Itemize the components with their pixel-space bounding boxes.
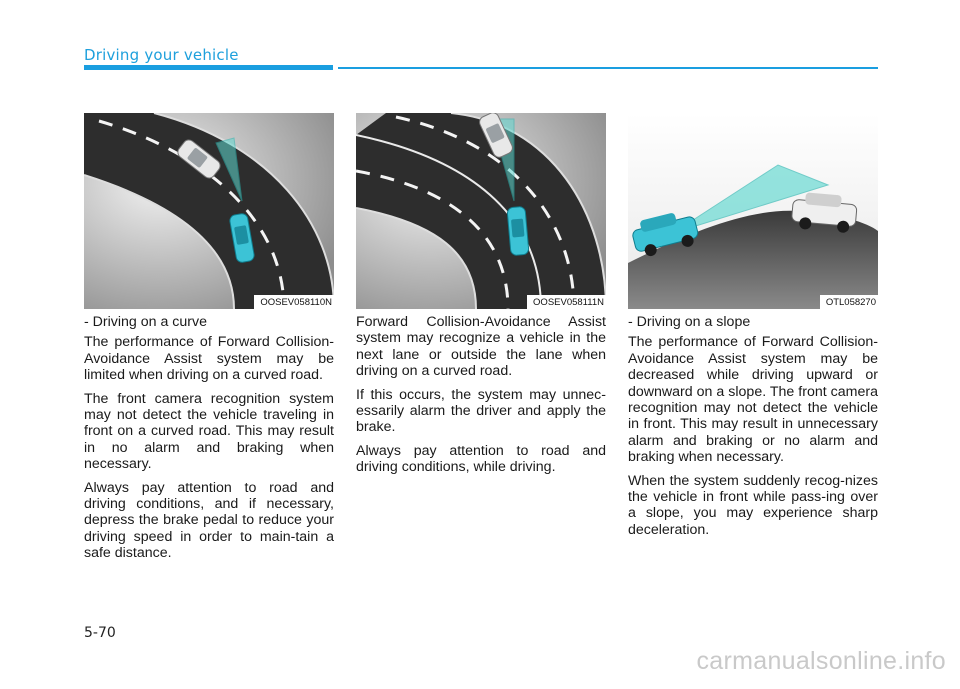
- header-rule-thick: [84, 65, 333, 70]
- text-column-middle: [356, 314, 606, 483]
- paragraph: The performance of Forward Collision-Avoidance Assist system may be decreased while driving upward or downward on a slope. The front camera recognition may not detect the vehicle in front. This may result in unnecessary alarm and braking or no alarm and braking when necessary.: [628, 334, 878, 466]
- figure-curve-front-vehicle: [84, 113, 334, 309]
- paragraph: The performance of Forward Collision-Avoidance Assist system may be limited when driving on a curved road.: [84, 334, 334, 384]
- header-rule-thin: [338, 67, 878, 69]
- adjacent-lane-illustration: [356, 113, 606, 309]
- figure-caption: OTL058270: [820, 295, 878, 309]
- curve-illustration: [84, 113, 334, 309]
- paragraph: Forward Collision-Avoidance Assist system may recognize a vehicle in the next lane or outside the lane when driving on a curved road.: [356, 314, 606, 380]
- subheading-curve: - Driving on a curve: [84, 314, 208, 330]
- text-column-left: [84, 314, 334, 569]
- figure-curve-adjacent-lane: [356, 113, 606, 309]
- slope-illustration: [628, 113, 878, 309]
- text-column-right: [628, 314, 878, 545]
- paragraph: If this occurs, the system may unnec-essarily alarm the driver and apply the brake.: [356, 386, 606, 436]
- watermark: carmanualsonline.info: [696, 647, 946, 675]
- figure-caption: OOSEV058110N: [254, 295, 334, 309]
- paragraph: When the system suddenly recog-nizes the vehicle in front while pass-ing over a slope, you may experience sharp deceleration.: [628, 472, 878, 538]
- figure-slope: [628, 113, 878, 309]
- page-number: 5-70: [84, 625, 116, 641]
- subheading-slope: - Driving on a slope: [628, 314, 751, 330]
- paragraph: Always pay attention to road and driving conditions, while driving.: [356, 442, 606, 476]
- paragraph: The front camera recognition system may not detect the vehicle traveling in front on a curved road. This may result in no alarm and braking when necessary.: [84, 390, 334, 473]
- paragraph: Always pay attention to road and driving conditions, and if necessary, depress the brake pedal to reduce your driving speed in order to main-tain a safe distance.: [84, 479, 334, 562]
- figure-caption: OOSEV058111N: [527, 295, 606, 309]
- section-title: Driving your vehicle: [84, 46, 239, 64]
